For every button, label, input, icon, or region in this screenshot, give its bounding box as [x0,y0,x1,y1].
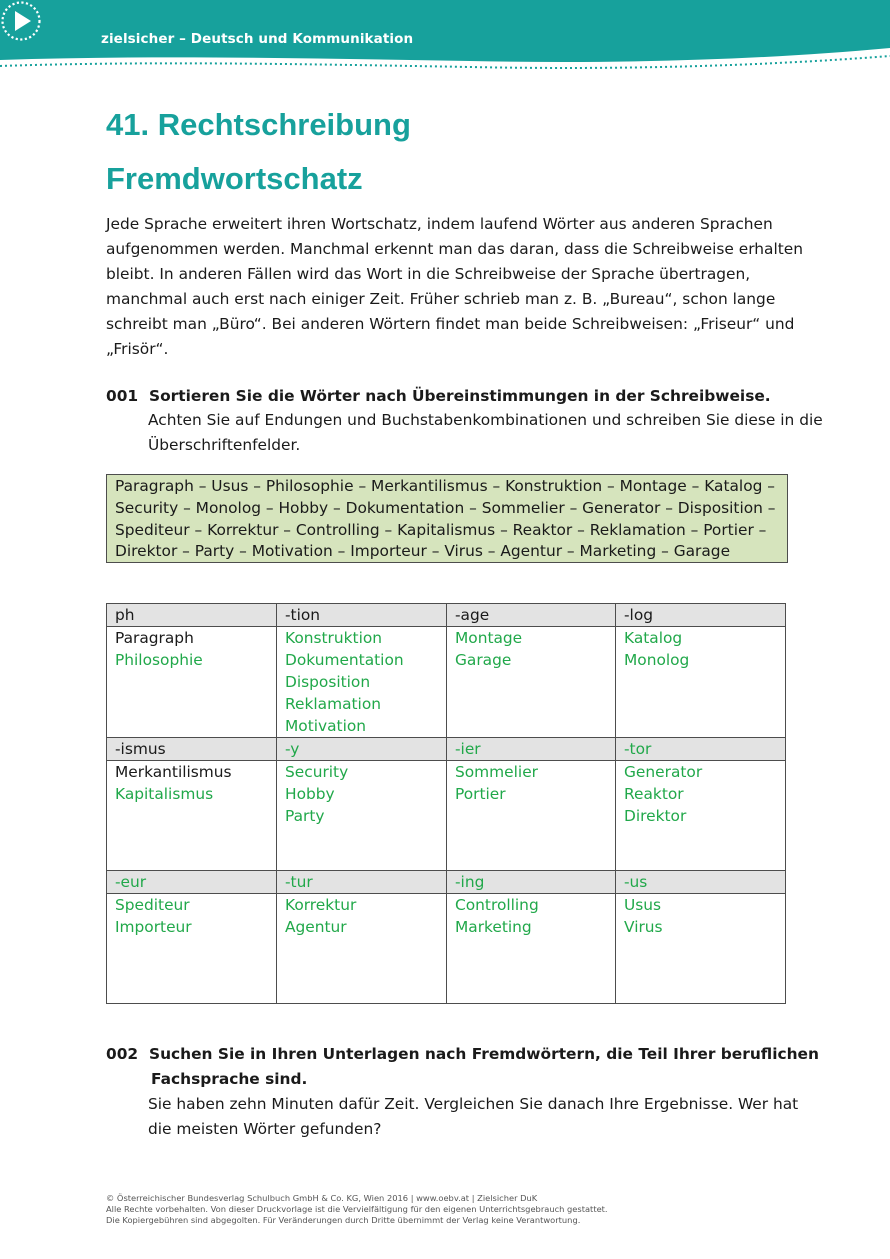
sorted-word: Security [285,763,349,781]
task-002-instructions [148,1092,798,1142]
word-list-line: Paragraph – Usus – Philosophie – Merkantilismus – Konstruktion – Montage – Katalog – [115,477,775,495]
category-header-cell: ph [107,604,277,627]
sorted-word: Controlling [455,896,539,914]
sorted-word: Philosophie [115,651,203,669]
category-header-cell: -log [616,604,786,627]
instruction-line: Überschriftenfelder. [148,436,301,454]
word-cell [277,894,447,1004]
footer-line: Alle Rechte vorbehalten. Von dieser Druckvorlage ist die Vervielfältigung für den eigenen Unterrichtsgebrauch gestattet. [106,1204,608,1214]
play-logo-icon [0,0,42,42]
task-heading-text: Suchen Sie in Ihren Unterlagen nach Fremdwörtern, die Teil Ihrer beruflichen [149,1045,819,1063]
sorted-word: Merkantilismus [115,763,232,781]
word-cell [107,761,277,871]
sorted-word: Katalog [624,629,683,647]
task-002-heading [106,1042,819,1067]
intro-line: aufgenommen werden. Manchmal erkennt man das daran, dass die Schreibweise erhalten [106,240,804,258]
sorted-word: Paragraph [115,629,194,647]
intro-paragraph [106,212,804,362]
task-number: 002 [106,1045,139,1063]
brand-name: zielsicher – Deutsch und Kommunikation [101,31,414,47]
word-cell [107,627,277,738]
sorted-word: Portier [455,785,506,803]
sorted-word: Usus [624,896,662,914]
sorted-word: Virus [624,918,663,936]
word-cell [616,761,786,871]
table-header-row [107,738,786,761]
task-heading-text: Sortieren Sie die Wörter nach Übereinstimmungen in der Schreibweise. [149,387,771,405]
sorting-table [106,603,786,1004]
word-cell [107,894,277,1004]
task-001-heading [106,384,771,409]
sorted-word: Agentur [285,918,347,936]
sorted-word: Hobby [285,785,335,803]
sorted-word: Reklamation [285,695,381,713]
category-header-cell: -tur [277,871,447,894]
intro-line: manchmal auch erst nach einiger Zeit. Früher schrieb man z. B. „Bureau“, schon lange [106,290,776,308]
word-cell [447,761,616,871]
page-title: 41. Rechtschreibung [106,107,411,142]
task-heading-text: Fachsprache sind. [151,1070,308,1088]
category-header-cell: -y [277,738,447,761]
sorted-word: Marketing [455,918,532,936]
sorted-word: Disposition [285,673,371,691]
category-header-cell: -tor [616,738,786,761]
word-list-line: Spediteur – Korrektur – Controlling – Kapitalismus – Reaktor – Reklamation – Portier – [115,520,767,539]
sorted-word: Garage [455,651,512,669]
table-row [107,894,786,1004]
sorted-word: Spediteur [115,896,190,914]
sorted-word: Reaktor [624,785,684,803]
word-cell [277,761,447,871]
footer-line: © Österreichischer Bundesverlag Schulbuch GmbH & Co. KG, Wien 2016 | www.oebv.at | Zielsicher DuK [106,1193,538,1203]
category-header-cell: -us [616,871,786,894]
sorted-word: Direktor [624,807,687,825]
sorted-word: Party [285,807,325,825]
instruction-line: Achten Sie auf Endungen und Buchstabenkombinationen und schreiben Sie diese in die [148,411,823,429]
copyright-footer [106,1193,608,1226]
sorted-word: Motivation [285,717,367,735]
page-header [0,0,890,78]
page-subtitle: Fremdwortschatz [106,161,363,196]
table-header-row [107,871,786,894]
word-list-box [106,474,788,563]
sorted-word: Kapitalismus [115,785,214,803]
intro-line: schreibt man „Büro“. Bei anderen Wörtern findet man beide Schreibweisen: „Friseur“ und [106,315,795,333]
word-list-line: Direktor – Party – Motivation – Importeur – Virus – Agentur – Marketing – Garage [115,542,731,561]
task-001-instructions [148,408,823,458]
sorted-word: Konstruktion [285,629,383,647]
word-cell [616,894,786,1004]
category-header-cell: -age [447,604,616,627]
intro-line: bleibt. In anderen Fällen wird das Wort in die Schreibweise der Sprache übertragen, [106,265,751,283]
intro-line: „Frisör“. [106,340,169,358]
sorted-word: Importeur [115,918,192,936]
table-header-row [107,604,786,627]
word-cell [447,627,616,738]
instruction-line: Sie haben zehn Minuten dafür Zeit. Vergleichen Sie danach Ihre Ergebnisse. Wer hat [148,1095,799,1113]
sorted-word: Korrektur [285,896,357,914]
sorted-word: Dokumentation [285,651,404,669]
task-002-heading-cont [151,1067,307,1092]
category-header-cell: -eur [107,871,277,894]
task-number: 001 [106,387,139,405]
footer-line: Die Kopiergebühren sind abgegolten. Für Veränderungen durch Dritte übernimmt der Verlag keine Verantwortung. [106,1215,581,1225]
word-cell [277,627,447,738]
sorted-word: Sommelier [455,763,538,781]
category-header-cell: -ier [447,738,616,761]
category-header-cell: -ismus [107,738,277,761]
sorted-word: Monolog [624,651,690,669]
category-header-cell: -tion [277,604,447,627]
sorted-word: Generator [624,763,703,781]
sorted-word: Montage [455,629,523,647]
word-cell [447,894,616,1004]
word-list-line: Security – Monolog – Hobby – Dokumentation – Sommelier – Generator – Disposition – [115,498,776,517]
table-row [107,627,786,738]
category-header-cell: -ing [447,871,616,894]
table-row [107,761,786,871]
word-cell [616,627,786,738]
instruction-line: die meisten Wörter gefunden? [148,1120,382,1138]
intro-line: Jede Sprache erweitert ihren Wortschatz, indem laufend Wörter aus anderen Sprachen [106,215,773,233]
